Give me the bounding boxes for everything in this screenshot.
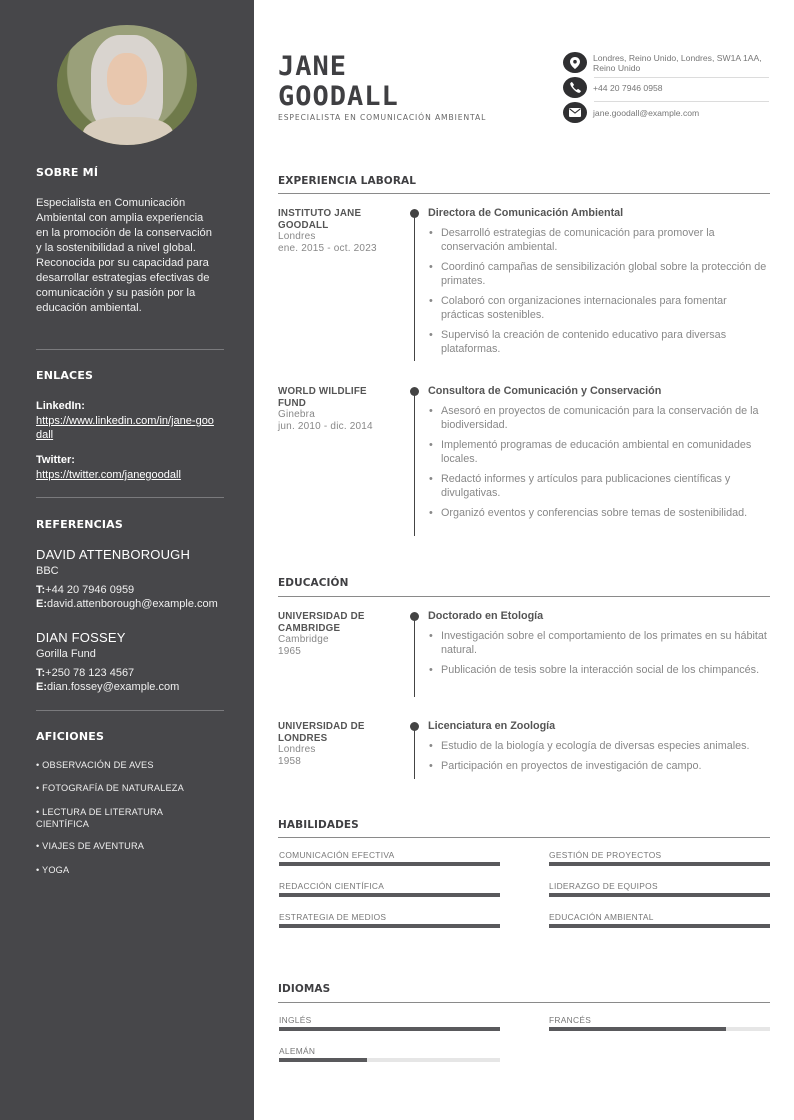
bullet-list [428, 226, 770, 356]
language-item [549, 1015, 770, 1031]
education-entry [428, 720, 770, 779]
links-title: ENLACES [36, 369, 94, 382]
skill-bar-fill [549, 924, 770, 928]
reference-1 [36, 547, 218, 611]
skill-item [549, 912, 770, 928]
position-title: Consultora de Comunicación y Conservación [428, 385, 662, 397]
reference-name: DAVID ATTENBOROUGH [36, 547, 191, 562]
about-text: Especialista en Comunicación Ambiental con amplia experiencia en la promoción de la conservación y la sostenibilidad a nivel global. Reconocida por su capacidad para desarrollar estrategias efectivas de comunicación y su pasión por la educación ambiental. [36, 197, 212, 314]
timeline-dot [410, 722, 419, 731]
language-bar-fill [279, 1058, 367, 1062]
address-text: Londres, Reino Unido, Londres, SW1A 1AA, Reino Unido [593, 52, 762, 73]
name-first: JANE [278, 51, 348, 82]
language-item [279, 1015, 500, 1031]
timeline-dot [410, 209, 419, 218]
skill-item [549, 850, 770, 866]
skill-item [279, 912, 500, 928]
job-role: ESPECIALISTA EN COMUNICACIÓN AMBIENTAL [278, 113, 487, 122]
language-bar [279, 1027, 500, 1031]
list-item: • Participación en proyectos de investigación de campo. [428, 759, 770, 773]
linkedin-link[interactable]: https://www.linkedin.com/in/jane-goodall [36, 415, 214, 441]
bullet-list [428, 739, 770, 773]
skill-bar-fill [279, 924, 500, 928]
divider [36, 710, 224, 711]
skill-bar [549, 893, 770, 897]
list-item: • Estudio de la biología y ecología de diversas especies animales. [428, 739, 770, 753]
skill-bar [549, 862, 770, 866]
skill-label: COMUNICACIÓN EFECTIVA [279, 850, 395, 860]
education-title: EDUCACIÓN [278, 577, 349, 589]
skill-label: EDUCACIÓN AMBIENTAL [549, 912, 654, 922]
languages-title: IDIOMAS [278, 983, 331, 995]
reference-name: DIAN FOSSEY [36, 630, 126, 645]
list-item: • Implementó programas de educación ambiental en comunidades locales. [428, 438, 770, 466]
hobby-item: • FOTOGRAFÍA DE NATURALEZA [36, 783, 184, 793]
education-location: Cambridge [278, 634, 329, 645]
skill-bar-fill [549, 862, 770, 866]
language-bar-fill [279, 1027, 500, 1031]
reference-org: BBC [36, 565, 59, 577]
timeline-line [414, 615, 415, 697]
education-location: Londres [278, 744, 316, 755]
experience-entry [428, 385, 770, 526]
link-label: Twitter: [36, 454, 75, 466]
section-rule [278, 1002, 770, 1003]
reference-phone: T:+250 78 123 4567 [36, 667, 135, 679]
skill-bar [279, 862, 500, 866]
list-item: • Organizó eventos y conferencias sobre temas de sostenibilidad. [428, 506, 770, 520]
language-bar [279, 1058, 500, 1062]
timeline-line [414, 212, 415, 361]
timeline-line [414, 725, 415, 779]
list-item: • Desarrolló estrategias de comunicación para promover la conservación ambiental. [428, 226, 770, 254]
sidebar [0, 0, 254, 1120]
email-text[interactable]: jane.goodall@example.com [593, 107, 700, 118]
degree-title: Licenciatura en Zoología [428, 720, 556, 732]
link-linkedin [36, 399, 218, 442]
location-pin-icon [563, 52, 587, 73]
profile-photo [57, 25, 197, 145]
experience-title: EXPERIENCIA LABORAL [278, 175, 417, 187]
divider [36, 497, 224, 498]
language-label: INGLÉS [279, 1015, 312, 1025]
skill-label: ESTRATEGIA DE MEDIOS [279, 912, 387, 922]
education-dates: 1958 [278, 756, 302, 767]
language-label: ALEMÁN [279, 1046, 316, 1056]
timeline-dot [410, 387, 419, 396]
experience-location: Londres [278, 231, 316, 242]
divider [36, 349, 224, 350]
contact-phone [563, 77, 769, 98]
link-label: LinkedIn: [36, 400, 85, 412]
reference-phone: T:+44 20 7946 0959 [36, 584, 135, 596]
name-last: GOODALL [278, 81, 399, 112]
section-rule [278, 596, 770, 597]
list-item: • Redactó informes y artículos para publicaciones científicas y divulgativas. [428, 472, 770, 500]
education-entry [428, 610, 770, 683]
list-item: • Coordinó campañas de sensibilización global sobre la protección de primates. [428, 260, 770, 288]
reference-org: Gorilla Fund [36, 648, 96, 660]
timeline-dot [410, 612, 419, 621]
envelope-icon [563, 102, 587, 123]
skill-label: GESTIÓN DE PROYECTOS [549, 850, 662, 860]
skill-bar [279, 893, 500, 897]
education-org: UNIVERSIDAD DE LONDRES Londres 1958 [278, 721, 396, 768]
hobbies-title: AFICIONES [36, 730, 105, 743]
bullet-list [428, 629, 770, 677]
skills-title: HABILIDADES [278, 819, 359, 831]
list-item: • Asesoró en proyectos de comunicación para la conservación de la biodiversidad. [428, 404, 770, 432]
hobby-item: • OBSERVACIÓN DE AVES [36, 760, 154, 770]
reference-2 [36, 630, 218, 694]
references-title: REFERENCIAS [36, 518, 124, 531]
contact-address [563, 52, 769, 73]
skill-item [279, 850, 500, 866]
position-title: Directora de Comunicación Ambiental [428, 207, 624, 219]
language-item [279, 1046, 500, 1062]
experience-org: WORLD WILDLIFE FUND Ginebra jun. 2010 - dic. 2014 [278, 386, 396, 433]
reference-email: E:david.attenborough@example.com [36, 598, 218, 610]
list-item: • Supervisó la creación de contenido educativo para diversas plataformas. [428, 328, 770, 356]
skill-item [279, 881, 500, 897]
phone-icon [563, 77, 587, 98]
experience-dates: ene. 2015 - oct. 2023 [278, 243, 377, 254]
skill-label: LIDERAZGO DE EQUIPOS [549, 881, 658, 891]
timeline-line [414, 390, 415, 536]
list-item: • Publicación de tesis sobre la interacción social de los chimpancés. [428, 663, 770, 677]
experience-location: Ginebra [278, 409, 315, 420]
contact-email [563, 102, 769, 123]
language-bar [549, 1027, 770, 1031]
link-twitter [36, 453, 218, 482]
phone-text[interactable]: +44 20 7946 0958 [593, 82, 663, 93]
bullet-list [428, 404, 770, 520]
about-title: SOBRE MÍ [36, 166, 99, 179]
education-org: UNIVERSIDAD DE CAMBRIDGE Cambridge 1965 [278, 611, 396, 658]
skill-item [549, 881, 770, 897]
skill-bar-fill [549, 893, 770, 897]
skill-label: REDACCIÓN CIENTÍFICA [279, 881, 385, 891]
list-item: • Colaboró con organizaciones internacionales para fomentar prácticas sostenibles. [428, 294, 770, 322]
experience-entry [428, 207, 770, 362]
skill-bar [549, 924, 770, 928]
degree-title: Doctorado en Etología [428, 610, 544, 622]
skill-bar-fill [279, 862, 500, 866]
hobby-item: • YOGA [36, 865, 70, 875]
list-item: • Investigación sobre el comportamiento de los primates en su hábitat natural. [428, 629, 770, 657]
section-rule [278, 193, 770, 194]
section-rule [278, 837, 770, 838]
experience-org: INSTITUTO JANE GOODALL Londres ene. 2015 - oct. 2023 [278, 208, 396, 255]
skill-bar-fill [279, 893, 500, 897]
hobby-item: • LECTURA DE LITERATURA CIENTÍFICA [36, 807, 163, 829]
language-label: FRANCÉS [549, 1015, 592, 1025]
reference-email: E:dian.fossey@example.com [36, 681, 180, 693]
twitter-link[interactable]: https://twitter.com/janegoodall [36, 469, 181, 481]
hobby-item: • VIAJES DE AVENTURA [36, 841, 145, 851]
education-dates: 1965 [278, 646, 302, 657]
language-bar-fill [549, 1027, 726, 1031]
skill-bar [279, 924, 500, 928]
experience-dates: jun. 2010 - dic. 2014 [278, 421, 373, 432]
